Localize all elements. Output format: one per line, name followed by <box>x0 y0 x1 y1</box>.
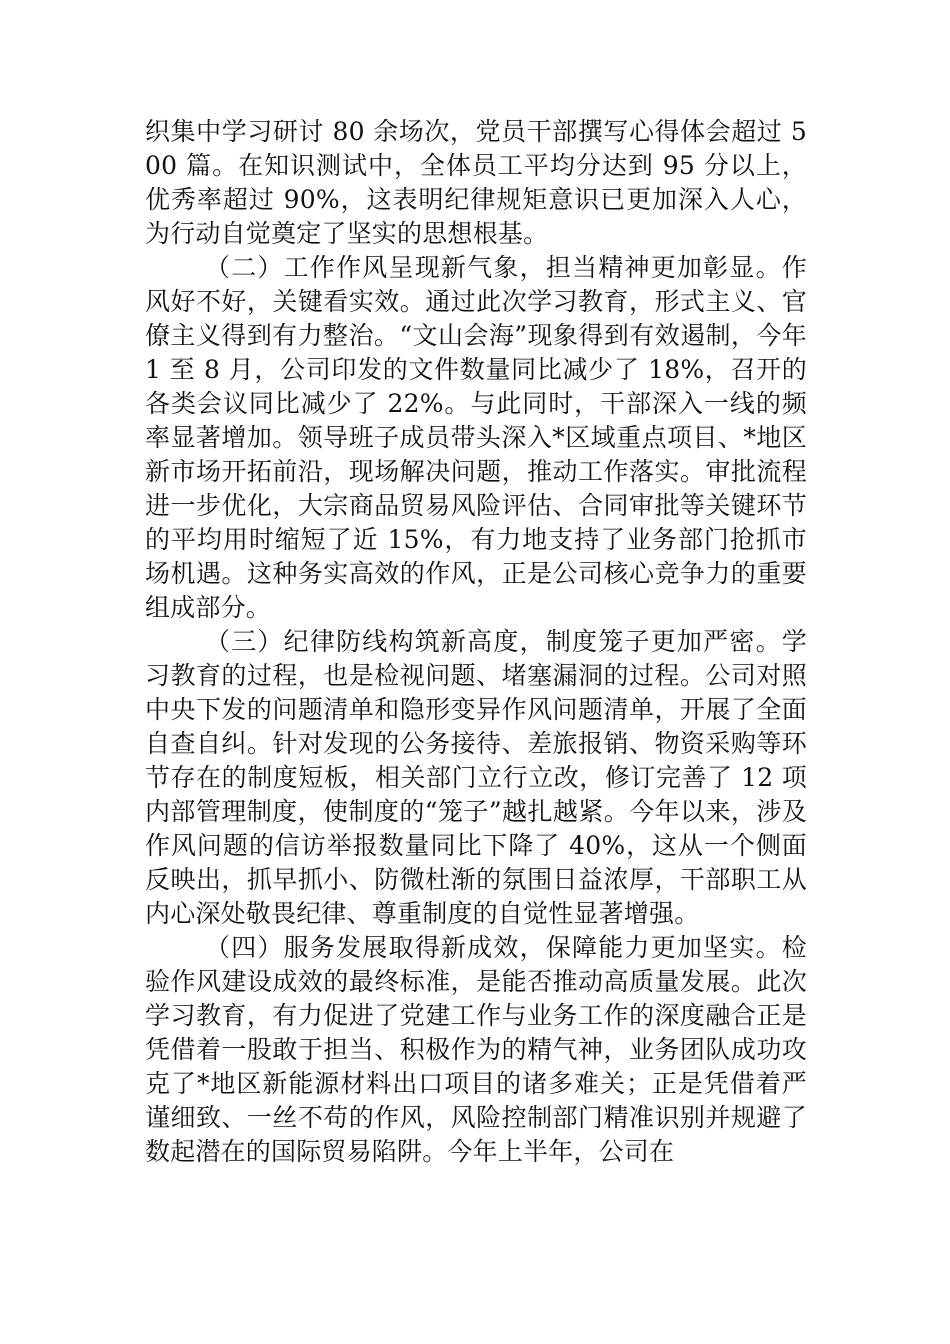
paragraph-section-2: （二）工作作风呈现新气象，担当精神更加彰显。作风好不好，关键看实效。通过此次学习教育，形式主义、官僚主义得到有力整治。“文山会海”现象得到有效遏制，今年 1 至 8 月，公司印发的文件数量同比减少了 18%，召开的各类会议同比减少了 22%。与此同时，干部深入一线的频率显著增加。领导班子成员带头深入*区域重点项目、*地区新市场开拓前沿，现场解决问题，推动工作落实。审批流程进一步优化，大宗商品贸易风险评估、合同审批等关键环节的平均用时缩短了近 15%，有力地支持了业务部门抢抓市场机遇。这种务实高效的作风，正是公司核心竞争力的重要组成部分。 <box>145 253 807 622</box>
paragraph-intro-continued: 织集中学习研讨 80 余场次，党员干部撰写心得体会超过 500 篇。在知识测试中，全体员工平均分达到 95 分以上，优秀率超过 90%，这表明纪律规矩意识已更加深入人心，为行动自觉奠定了坚实的思想根基。 <box>145 117 807 248</box>
document-page <box>145 115 807 1169</box>
paragraph-section-3: （三）纪律防线构筑新高度，制度笼子更加严密。学习教育的过程，也是检视问题、堵塞漏洞的过程。公司对照中央下发的问题清单和隐形变异作风问题清单，开展了全面自查自纠。针对发现的公务接待、差旅报销、物资采购等环节存在的制度短板，相关部门立行立改，修订完善了 12 项内部管理制度，使制度的“笼子”越扎越紧。今年以来，涉及作风问题的信访举报数量同比下降了 40%，这从一个侧面反映出，抓早抓小、防微杜渐的氛围日益浓厚，干部职工从内心深处敬畏纪律、尊重制度的自觉性显著增强。 <box>145 627 807 928</box>
paragraph-section-4: （四）服务发展取得新成效，保障能力更加坚实。检验作风建设成效的最终标准，是能否推动高质量发展。此次学习教育，有力促进了党建工作与业务工作的深度融合正是凭借着一股敢于担当、积极作为的精气神，业务团队成功攻克了*地区新能源材料出口项目的诸多难关；正是凭借着严谨细致、一丝不苟的作风，风险控制部门精准识别并规避了数起潜在的国际贸易陷阱。今年上半年，公司在 <box>145 933 807 1166</box>
